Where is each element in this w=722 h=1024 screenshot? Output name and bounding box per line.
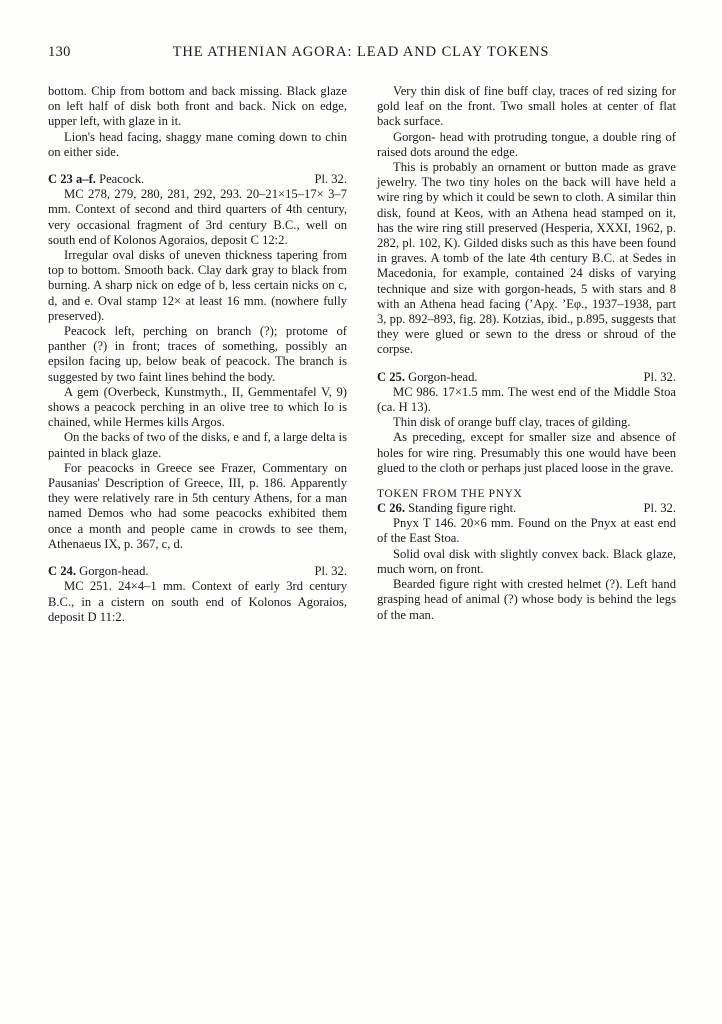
entry-title: Peacock.: [99, 172, 145, 187]
right-column: [377, 84, 676, 625]
catalog-entry-c26: [377, 501, 676, 516]
paragraph: This is probably an ornament or button made as grave jewelry. The two tiny holes on the back will have held a wire ring by which it could be sewn to cloth. A similar thin disk, found at Keos, with an Athena head stamped on it, has the wire ring still preserved (Hesperia, XXXI, 1962, p. 282, pl. 102, K). Gilded disks such as this have been found in graves. A tomb of the late 4th century B.C. at Sedes in Macedonia, for example, contained 24 disks of varying technique and size with gorgon-heads, 5 with stars and 8 with an Athena head facing (ʼAρχ. ʼEφ., 1937–1938, part 3, pp. 892–893, fig. 28). Kotzias, ibid., p.895, suggests that they were glued or sewn to the dress or shroud of the corpse.: [377, 160, 676, 357]
paragraph: Peacock left, perching on branch (?); protome of panther (?) in front; traces of something, possibly an epsilon facing up, below beak of peacock. The branch is suggested by two faint lines behind the body.: [48, 324, 347, 384]
paragraph: For peacocks in Greece see Frazer, Commentary on Pausanias' Description of Greece, III, p. 186. Apparently they were relatively rare in 5th century Athens, for a man named Demos who had some peacocks exhibited them once a month and people came in crowds to see them, Athenaeus IX, p. 367, c, d.: [48, 460, 347, 551]
plate-reference: Pl. 32.: [314, 172, 347, 187]
catalog-number: C 23 a–f.: [48, 172, 96, 187]
paragraph: Lion's head facing, shaggy mane coming down to chin on either side.: [48, 129, 347, 159]
paragraph: As preceding, except for smaller size and absence of holes for wire ring. Presumably this one would have been glued to the cloth or perhaps just placed loose in the grave.: [377, 430, 676, 475]
entry-title: Gorgon-head.: [79, 564, 149, 579]
catalog-number: C 24.: [48, 564, 76, 579]
catalog-number: C 25.: [377, 369, 405, 384]
catalog-entry-c24: [48, 564, 347, 579]
page-number: 130: [48, 44, 71, 60]
paragraph: Pnyx T 146. 20×6 mm. Found on the Pnyx at east end of the East Stoa.: [377, 516, 676, 546]
entry-heading: [48, 172, 144, 187]
paragraph: Solid oval disk with slightly convex back. Black glaze, much worn, on front.: [377, 546, 676, 576]
paragraph: MC 278, 279, 280, 281, 292, 293. 20–21×15–17× 3–7 mm. Context of second and third quarters of 4th century, very occasional fragment of 3rd century B.C., well on south end of Kolonos Agoraios, deposit C 12:2.: [48, 187, 347, 247]
catalog-entry-c23: [48, 172, 347, 187]
entry-title: Standing figure right.: [408, 501, 517, 516]
left-column: [48, 84, 347, 625]
plate-reference: Pl. 32.: [314, 564, 347, 579]
plate-reference: Pl. 32.: [643, 369, 676, 384]
paragraph: Very thin disk of fine buff clay, traces of red sizing for gold leaf on the front. Two small holes at center of flat back surface.: [377, 84, 676, 129]
paragraph: Thin disk of orange buff clay, traces of gilding.: [393, 415, 631, 430]
entry-heading: [377, 370, 478, 385]
paragraph: Irregular oval disks of uneven thickness tapering from top to bottom. Smooth back. Clay dark gray to black from burning. A sharp nick on edge of b, less certain nicks on c, d, and e. Oval stamp 12× at least 16 mm. (nowhere fully preserved).: [48, 248, 347, 323]
entry-heading: [377, 501, 516, 516]
paragraph: Gorgon- head with protruding tongue, a double ring of raised dots around the edge.: [377, 129, 676, 159]
running-title: THE ATHENIAN AGORA: LEAD AND CLAY TOKENS: [172, 44, 550, 60]
text-columns: [48, 84, 676, 625]
catalog-entry-c25: [377, 370, 676, 385]
paragraph: A gem (Overbeck, Kunstmyth., II, Gemmentafel V, 9) shows a peacock perching in an olive tree to which Io is chained, while Hermes kills Argos.: [48, 384, 347, 430]
paragraph: Bearded figure right with crested helmet (?). Left hand grasping head of animal (?) whose body is behind the legs of the man.: [377, 577, 676, 622]
entry-title: Gorgon-head.: [408, 369, 478, 384]
plate-reference: Pl. 32.: [643, 501, 676, 516]
paragraph: bottom. Chip from bottom and back missing. Black glaze on left half of disk both front and back. Nick on edge, upper left, with glaze in it.: [48, 84, 347, 129]
page-header: [48, 44, 674, 66]
section-heading: TOKEN FROM THE PNYX: [377, 488, 523, 501]
paragraph: MC 251. 24×4–1 mm. Context of early 3rd century B.C., in a cistern on south end of Kolonos Agoraios, deposit D 11:2.: [48, 579, 347, 624]
catalog-number: C 26.: [377, 501, 405, 516]
paragraph: On the backs of two of the disks, e and f, a large delta is painted in black glaze.: [48, 430, 347, 460]
entry-heading: [48, 564, 149, 579]
paragraph: MC 986. 17×1.5 mm. The west end of the Middle Stoa (ca. H 13).: [377, 384, 676, 415]
